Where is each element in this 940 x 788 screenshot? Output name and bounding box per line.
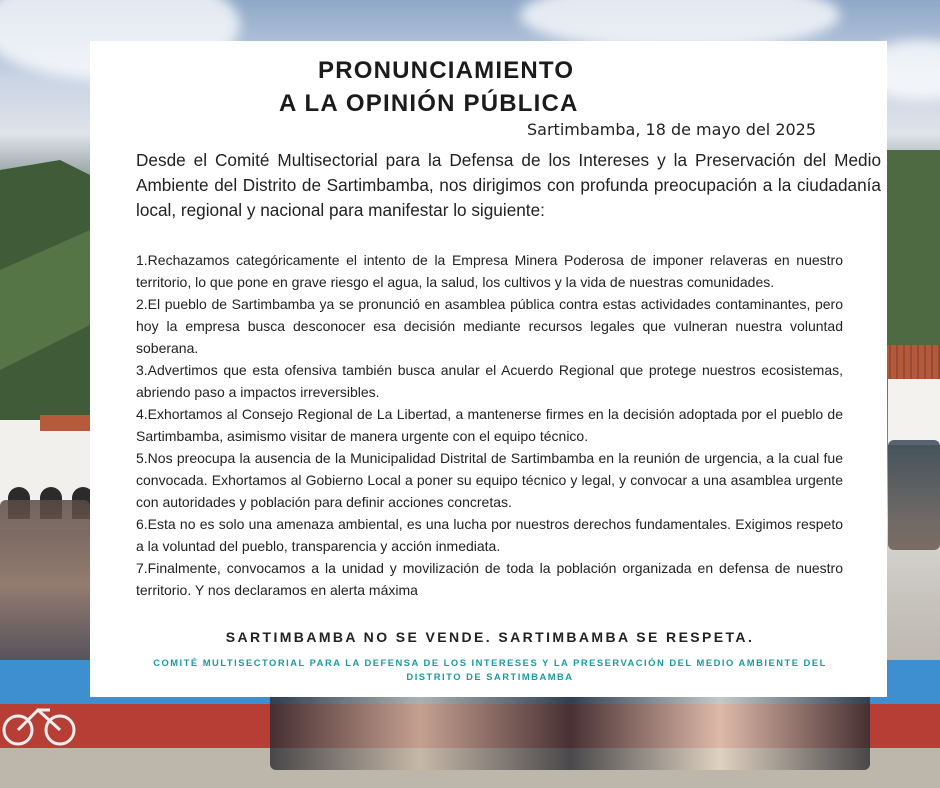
slogan: SARTIMBAMBA NO SE VENDE. SARTIMBAMBA SE RESPETA. [225, 629, 755, 645]
point-item: 7.Finalmente, convocamos a la unidad y movilización de toda la población organizada en defensa de nuestro territorio. Y nos declaramos en alerta máxima [136, 560, 843, 598]
crowd-bottom [270, 690, 870, 770]
point-item: 3.Advertimos que esta ofensiva también busca anular el Acuerdo Regional que protege nuestros ecosistemas, abriendo paso a impactos irreversibles. [136, 362, 843, 400]
roof-left [40, 415, 90, 431]
place-date: Sartimbamba, 18 de mayo del 2025 [527, 120, 817, 139]
bicycle [0, 690, 80, 750]
point-item: 2.El pueblo de Sartimbamba ya se pronunció en asamblea pública contra estas actividades contaminantes, pero hoy la empresa busca desconocer esa decisión mediante recursos legales que vulneran nuestra voluntad soberana. [136, 296, 843, 356]
intro-paragraph: Desde el Comité Multisectorial para la Defensa de los Intereses y la Preservación del Medio Ambiente del Distrito de Sartimbamba, nos dirigimos con profunda preocupación a la ciudadanía local, regional y nacional para manifestar lo siguiente: [136, 150, 881, 220]
title-line-1: PRONUNCIAMIENTO [318, 57, 575, 84]
point-item: 5.Nos preocupa la ausencia de la Municipalidad Distrital de Sartimbamba en la reunión de urgencia, a la cual fue convocada. Exhortamos al Gobierno Local a poner su equipo técnico y legal, y convocar a una asamblea urgente con autoridades y población para definir acciones concretas. [136, 450, 843, 510]
crowd-right [888, 440, 940, 550]
point-item: 6.Esta no es solo una amenaza ambiental, es una lucha por nuestros derechos fundamentales. Exigimos respeto a la voluntad del pueblo, transparencia y acción inmediata. [136, 516, 843, 554]
points-list [136, 249, 843, 601]
signature-committee: COMITÉ MULTISECTORIAL PARA LA DEFENSA DE LOS INTERESES Y LA PRESERVACIÓN DEL MEDIO AMBIENTE DEL DISTRITO DE SARTIMBAMBA [153, 657, 827, 682]
point-item: 4.Exhortamos al Consejo Regional de La Libertad, a mantenerse firmes en la decisión adoptada por el pueblo de Sartimbamba, asimismo visitar de manera urgente con el equipo técnico. [136, 406, 843, 444]
point-item: 1.Rechazamos categóricamente el intento de la Empresa Minera Poderosa de imponer relaveras en nuestro territorio, lo que pone en grave riesgo el agua, la salud, los cultivos y la vida de nuestras comunidades. [136, 252, 843, 290]
title-line-2: A LA OPINIÓN PÚBLICA [279, 90, 579, 117]
roof-right [884, 345, 940, 379]
